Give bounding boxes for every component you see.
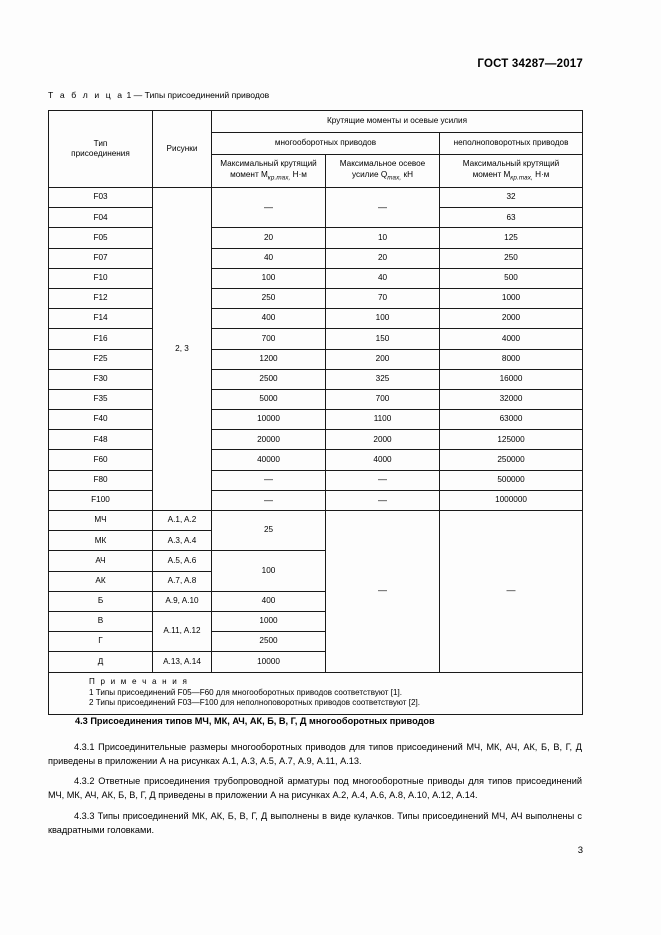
cell-torque-partturn: 250: [440, 248, 583, 268]
cell-torque-partturn: 250000: [440, 450, 583, 470]
cell-type: АК: [49, 571, 153, 591]
connection-types-table: [48, 110, 583, 715]
header-torque-multiturn-line1: Максимальный крутящий: [220, 159, 317, 169]
standard-number-header: ГОСТ 34287—2017: [477, 58, 583, 70]
table-row: [49, 268, 583, 288]
cell-torque-partturn: 125000: [440, 430, 583, 450]
cell-torque-multiturn: 1200: [212, 349, 326, 369]
paragraph-4-3-1-text: 4.3.1 Присоединительные размеры многооборотных приводов для типов присоединений МЧ, МК, АЧ, АК, Б, В, Г, Д приведены в приложении А на рисунках А.1, А.3, А.5, А.7, А.9, А.11, А.13.: [48, 742, 582, 766]
header-torque-partturn-subscript: кр.max,: [510, 174, 533, 182]
header-type-line2: присоединения: [71, 149, 130, 158]
cell-torque-partturn: 2000: [440, 309, 583, 329]
cell-axial-force: 20: [326, 248, 440, 268]
header-type-line1: Тип: [93, 138, 108, 148]
table-row: [49, 430, 583, 450]
cell-axial-force: —: [326, 470, 440, 490]
cell-torque-multiturn: 400: [212, 591, 326, 611]
notes-item-1: 1 Типы присоединений F05—F60 для многооборотных приводов соответствуют [1].: [89, 687, 402, 697]
table-row: [49, 248, 583, 268]
cell-torque-partturn: 4000: [440, 329, 583, 349]
cell-torque-multiturn: 20000: [212, 430, 326, 450]
header-torque-partturn-line1: Максимальный крутящий: [462, 159, 560, 169]
cell-torque-partturn: 16000: [440, 369, 583, 389]
cell-type: Б: [49, 591, 153, 611]
cell-axial-force-merged: —: [326, 511, 440, 673]
cell-type: F48: [49, 430, 153, 450]
cell-figures: A.13, A.14: [153, 652, 212, 672]
cell-torque-multiturn: 1000: [212, 611, 326, 631]
cell-torque-partturn: 32000: [440, 389, 583, 409]
paragraph-4-3-1: [48, 741, 582, 768]
table-row: [49, 309, 583, 329]
cell-torque-partturn: 500: [440, 268, 583, 288]
header-axial-force-line2: усилие Q: [351, 169, 388, 179]
cell-type: Д: [49, 652, 153, 672]
cell-axial-force: —: [326, 188, 440, 228]
cell-axial-force: 40: [326, 268, 440, 288]
header-axial-force-cell: [326, 155, 440, 188]
header-axial-force-subscript: max,: [387, 174, 402, 182]
cell-torque-partturn-merged: —: [440, 511, 583, 673]
cell-type: F80: [49, 470, 153, 490]
cell-torque-multiturn: —: [212, 470, 326, 490]
cell-torque-multiturn: —: [212, 188, 326, 228]
table-header-row-group: [49, 111, 583, 133]
section-heading-4-3: 4.3 Присоединения типов МЧ, МК, АЧ, АК, Б, В, Г, Д многооборотных приводов: [75, 716, 435, 726]
cell-type: F25: [49, 349, 153, 369]
cell-torque-multiturn: 100: [212, 268, 326, 288]
table-row: [49, 349, 583, 369]
table-notes-row: [49, 672, 583, 714]
cell-axial-force: 700: [326, 389, 440, 409]
cell-axial-force: 10: [326, 228, 440, 248]
cell-figures-f-group: 2, 3: [153, 188, 212, 511]
cell-torque-multiturn: 5000: [212, 389, 326, 409]
cell-type: F30: [49, 369, 153, 389]
cell-type: F10: [49, 268, 153, 288]
cell-torque-multiturn: 10000: [212, 652, 326, 672]
notes-title: П р и м е ч а н и я: [89, 676, 189, 686]
header-type-cell: [49, 111, 153, 188]
cell-torque-multiturn: —: [212, 490, 326, 510]
cell-type: F14: [49, 309, 153, 329]
cell-figures: A.5, A.6: [153, 551, 212, 571]
cell-torque-multiturn: 20: [212, 228, 326, 248]
cell-type: МК: [49, 531, 153, 551]
header-axial-force-line1: Максимальное осевое: [339, 159, 426, 169]
table-caption-text: 1 — Типы присоединений приводов: [126, 90, 270, 100]
table-row: [49, 511, 583, 531]
cell-torque-multiturn: 100: [212, 551, 326, 591]
table-row: [49, 490, 583, 510]
table-row: [49, 188, 583, 208]
paragraph-4-3-2-text: 4.3.2 Ответные присоединения трубопроводной арматуры под многооборотные приводы для типов присоединений МЧ, МК, АЧ, АК, Б, В, Г, Д приведены в приложении А на рисунках А.2, А.4, А.6, А.8, А.10, А.12, А.14.: [48, 776, 582, 800]
cell-figures: A.1, A.2: [153, 511, 212, 531]
cell-figures: A.3, A.4: [153, 531, 212, 551]
cell-type: F100: [49, 490, 153, 510]
header-axial-force-unit: кН: [403, 169, 414, 179]
header-figures-cell: Рисунки: [153, 111, 212, 188]
header-torque-partturn-cell: [440, 155, 583, 188]
paragraph-4-3-3: [48, 810, 582, 837]
cell-type: В: [49, 611, 153, 631]
notes-item-2: 2 Типы присоединений F03—F100 для неполноповоротных приводов соответствуют [2].: [89, 698, 421, 708]
cell-torque-multiturn: 40: [212, 248, 326, 268]
cell-torque-multiturn: 25: [212, 511, 326, 551]
cell-figures: A.7, A.8: [153, 571, 212, 591]
cell-torque-partturn: 8000: [440, 349, 583, 369]
cell-axial-force: 325: [326, 369, 440, 389]
cell-axial-force: —: [326, 490, 440, 510]
cell-type: МЧ: [49, 511, 153, 531]
cell-torque-multiturn: 10000: [212, 410, 326, 430]
cell-axial-force: 150: [326, 329, 440, 349]
header-multiturn-cell: многооборотных приводов: [212, 133, 440, 155]
cell-torque-multiturn: 700: [212, 329, 326, 349]
header-torque-multiturn-line2: момент M: [230, 169, 268, 179]
cell-type: F16: [49, 329, 153, 349]
header-partturn-cell: неполноповоротных приводов: [440, 133, 583, 155]
cell-type: АЧ: [49, 551, 153, 571]
header-torque-group-cell: Крутящие моменты и осевые усилия: [212, 111, 583, 133]
cell-type: F60: [49, 450, 153, 470]
cell-figures: A.9, A.10: [153, 591, 212, 611]
cell-figures: A.11, A.12: [153, 611, 212, 651]
header-torque-multiturn-unit: Н·м: [292, 169, 307, 179]
cell-torque-multiturn: 400: [212, 309, 326, 329]
cell-torque-partturn: 1000: [440, 288, 583, 308]
cell-torque-multiturn: 40000: [212, 450, 326, 470]
paragraph-4-3-2: [48, 775, 582, 802]
cell-type: Г: [49, 632, 153, 652]
cell-type: F04: [49, 208, 153, 228]
header-torque-partturn-line2: момент M: [472, 169, 511, 179]
cell-axial-force: 100: [326, 309, 440, 329]
table-notes-cell: [49, 672, 583, 714]
cell-type: F40: [49, 410, 153, 430]
table-row: [49, 470, 583, 490]
cell-torque-partturn: 500000: [440, 470, 583, 490]
header-torque-partturn-unit: Н·м: [535, 169, 550, 179]
cell-type: F07: [49, 248, 153, 268]
cell-torque-multiturn: 2500: [212, 369, 326, 389]
cell-type: F05: [49, 228, 153, 248]
table-row: [49, 450, 583, 470]
table-row: [49, 288, 583, 308]
header-torque-multiturn-subscript: кр.max,: [267, 174, 291, 182]
table-row: [49, 369, 583, 389]
table-row: [49, 389, 583, 409]
table-row: [49, 410, 583, 430]
cell-type: F03: [49, 188, 153, 208]
cell-torque-partturn: 63: [440, 208, 583, 228]
paragraph-4-3-3-text: 4.3.3 Типы присоединений МК, АК, Б, В, Г, Д выполнены в виде кулачков. Типы присоединений МЧ, АЧ выполнены с квадратными головками.: [48, 811, 582, 835]
cell-torque-partturn: 125: [440, 228, 583, 248]
cell-axial-force: 4000: [326, 450, 440, 470]
table-row: [49, 228, 583, 248]
table-caption-label: Т а б л и ц а: [48, 90, 125, 100]
cell-torque-partturn: 1000000: [440, 490, 583, 510]
cell-type: F12: [49, 288, 153, 308]
cell-axial-force: 1100: [326, 410, 440, 430]
cell-type: F35: [49, 389, 153, 409]
page-number: 3: [577, 845, 583, 856]
table-row: [49, 329, 583, 349]
header-torque-multiturn-cell: [212, 155, 326, 188]
cell-axial-force: 70: [326, 288, 440, 308]
table-caption: [48, 90, 269, 100]
cell-torque-partturn: 63000: [440, 410, 583, 430]
cell-torque-multiturn: 250: [212, 288, 326, 308]
cell-torque-multiturn: 2500: [212, 632, 326, 652]
cell-axial-force: 2000: [326, 430, 440, 450]
cell-torque-partturn: 32: [440, 188, 583, 208]
cell-axial-force: 200: [326, 349, 440, 369]
